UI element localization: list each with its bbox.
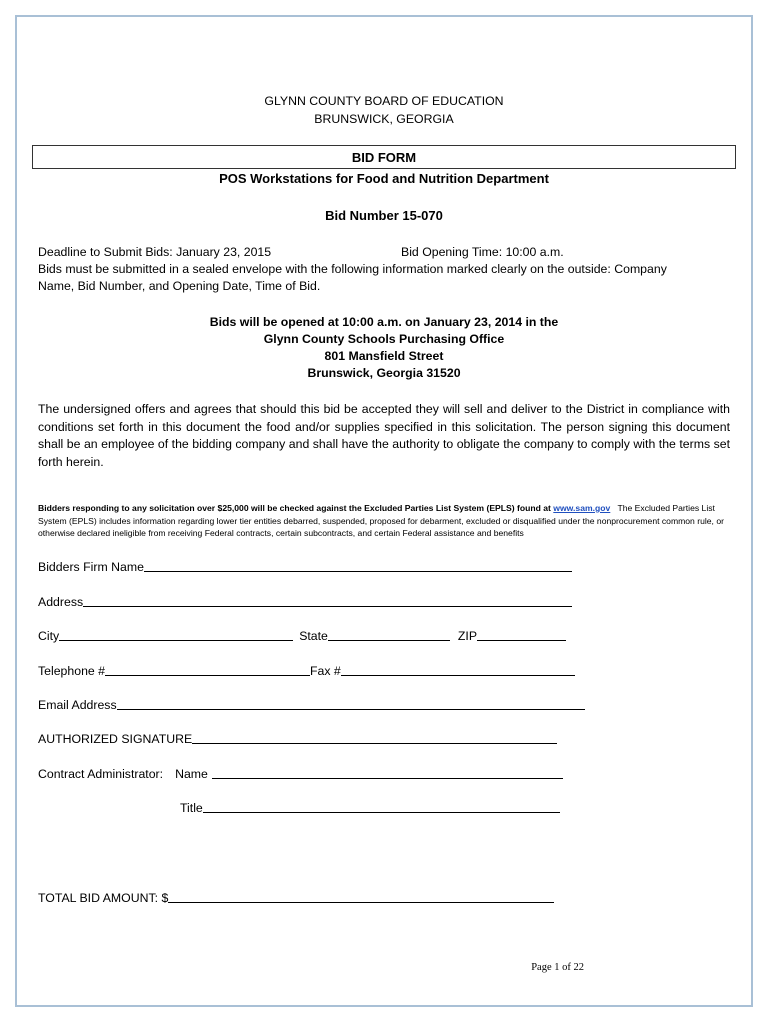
telephone-fax-field — [38, 663, 575, 678]
city-line[interactable] — [59, 628, 293, 641]
org-name: GLYNN COUNTY BOARD OF EDUCATION — [264, 94, 504, 108]
signature-line[interactable] — [192, 731, 557, 744]
epls-notice — [38, 502, 730, 540]
opening-line-4: Brunswick, Georgia 31520 — [307, 366, 461, 380]
email-label: Email Address — [38, 698, 117, 712]
opening-line-1: Bids will be opened at 10:00 a.m. on January 23, 2014 in the — [209, 315, 559, 329]
address-label: Address — [38, 595, 84, 609]
total-bid-label: TOTAL BID AMOUNT: $ — [38, 891, 169, 905]
total-bid-field — [38, 890, 554, 905]
zip-label: ZIP — [457, 629, 478, 643]
firm-name-label: Bidders Firm Name — [38, 560, 144, 574]
firm-name-field — [38, 559, 572, 574]
address-field — [38, 594, 572, 609]
deadline: Deadline to Submit Bids: January 23, 2015 — [38, 245, 272, 259]
admin-title-line[interactable] — [203, 800, 560, 813]
bid-subject: POS Workstations for Food and Nutrition Department — [219, 171, 549, 186]
sealed-instructions-2: Name, Bid Number, and Opening Date, Time of Bid. — [38, 279, 321, 293]
zip-line[interactable] — [477, 628, 566, 641]
sealed-instructions-1: Bids must be submitted in a sealed envelope with the following information marked clearly on the outside: Company — [38, 262, 667, 276]
sam-gov-link[interactable]: www.sam.gov — [553, 503, 611, 513]
total-bid-line[interactable] — [168, 890, 554, 903]
epls-rest: The Excluded Parties List System (EPLS) includes information regarding lower tier entities debarred, suspended, proposed for debarment, excluded or disqualified under the nonprocurement common rule, or otherwise declared ineligible from receiving Federal contracts, certain subcontracts, and certain Federal assistance and benefits — [38, 503, 724, 538]
city-state-zip-field — [38, 628, 566, 643]
epls-lead: Bidders responding to any solicitation over $25,000 will be checked against the Excluded Parties List System (EPLS) found at — [38, 503, 551, 513]
opening-time: Bid Opening Time: 10:00 a.m. — [401, 245, 564, 259]
admin-name-line[interactable] — [212, 766, 563, 779]
bid-form-title: BID FORM — [32, 145, 736, 169]
fax-line[interactable] — [341, 663, 575, 676]
city-label: City — [38, 629, 60, 643]
fax-label: Fax # — [310, 664, 341, 678]
firm-name-line[interactable] — [144, 559, 572, 572]
signature-label: AUTHORIZED SIGNATURE — [38, 732, 193, 746]
email-line[interactable] — [117, 697, 585, 710]
email-field — [38, 697, 585, 712]
telephone-line[interactable] — [105, 663, 310, 676]
contract-admin-field — [38, 766, 563, 781]
address-line[interactable] — [83, 594, 572, 607]
admin-title-label: Title — [180, 801, 203, 815]
opening-line-3: 801 Mansfield Street — [324, 349, 444, 363]
page-number: Page 1 of 22 — [531, 962, 584, 973]
org-city: BRUNSWICK, GEORGIA — [314, 112, 454, 126]
state-line[interactable] — [328, 628, 450, 641]
telephone-label: Telephone # — [38, 664, 106, 678]
bid-number: Bid Number 15-070 — [325, 208, 443, 223]
signature-field — [38, 731, 557, 746]
admin-title-field — [180, 800, 560, 815]
state-label: State — [299, 629, 328, 643]
opening-line-2: Glynn County Schools Purchasing Office — [263, 332, 505, 346]
contract-admin-label: Contract Administrator: — [38, 767, 164, 781]
undersigned-paragraph: The undersigned offers and agrees that should this bid be accepted they will sell and deliver to the District in compliance with conditions set forth in this document the food and/or supplies specified in this solicitation. The person signing this document shall be an employee of the bidding company and shall have the authority to obligate the company to comply with the terms set forth herein. — [38, 402, 730, 469]
admin-name-label: Name — [175, 767, 208, 781]
